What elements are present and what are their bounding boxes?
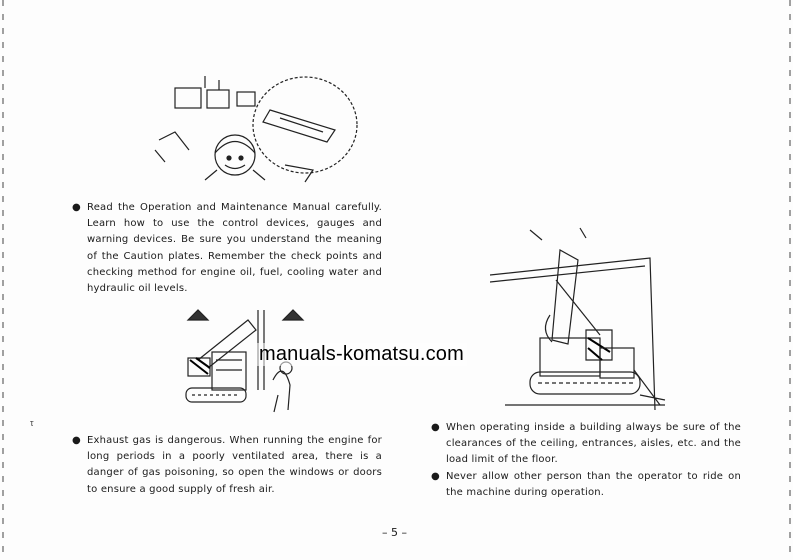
excavator-inside-building-icon (490, 220, 670, 415)
watermark: manuals-komatsu.com (256, 343, 467, 366)
bullet-dot: ● (431, 422, 440, 433)
right-page-edge (789, 0, 791, 560)
bullet-rider (431, 469, 741, 501)
bullet-dot: ● (72, 202, 81, 213)
bullet-building (431, 420, 741, 469)
bullet-building-text: When operating inside a building always be sure of the clearances of the ceiling, entrances, aisles, etc. and the load limit of the floor. (446, 422, 741, 466)
bullet-manual (72, 200, 382, 297)
bullet-rider-text: Never allow other person than the operator to ride on the machine during operation. (446, 471, 741, 499)
page-number: – 5 – (382, 526, 407, 539)
bullet-dot: ● (72, 435, 81, 446)
bullet-manual-text: Read the Operation and Maintenance Manual carefully. Learn how to use the control devices, gauges and warning devices. Be sure you understand the meaning of the Caution plates. Remember the check points and checking method for engine oil, fuel, cooling water and hydraulic oil levels. (87, 202, 382, 295)
margin-mark: τ (30, 418, 34, 428)
bullet-exhaust-text: Exhaust gas is dangerous. When running the engine for long periods in a poorly ventilated area, there is a danger of gas poisoning, so open the windows or doors to ensure a good supply of fresh air. (87, 435, 382, 495)
operator-reading-manual-icon (145, 70, 360, 200)
bullet-dot: ● (431, 471, 440, 482)
bullet-exhaust (72, 433, 382, 498)
left-page-edge (2, 0, 4, 560)
